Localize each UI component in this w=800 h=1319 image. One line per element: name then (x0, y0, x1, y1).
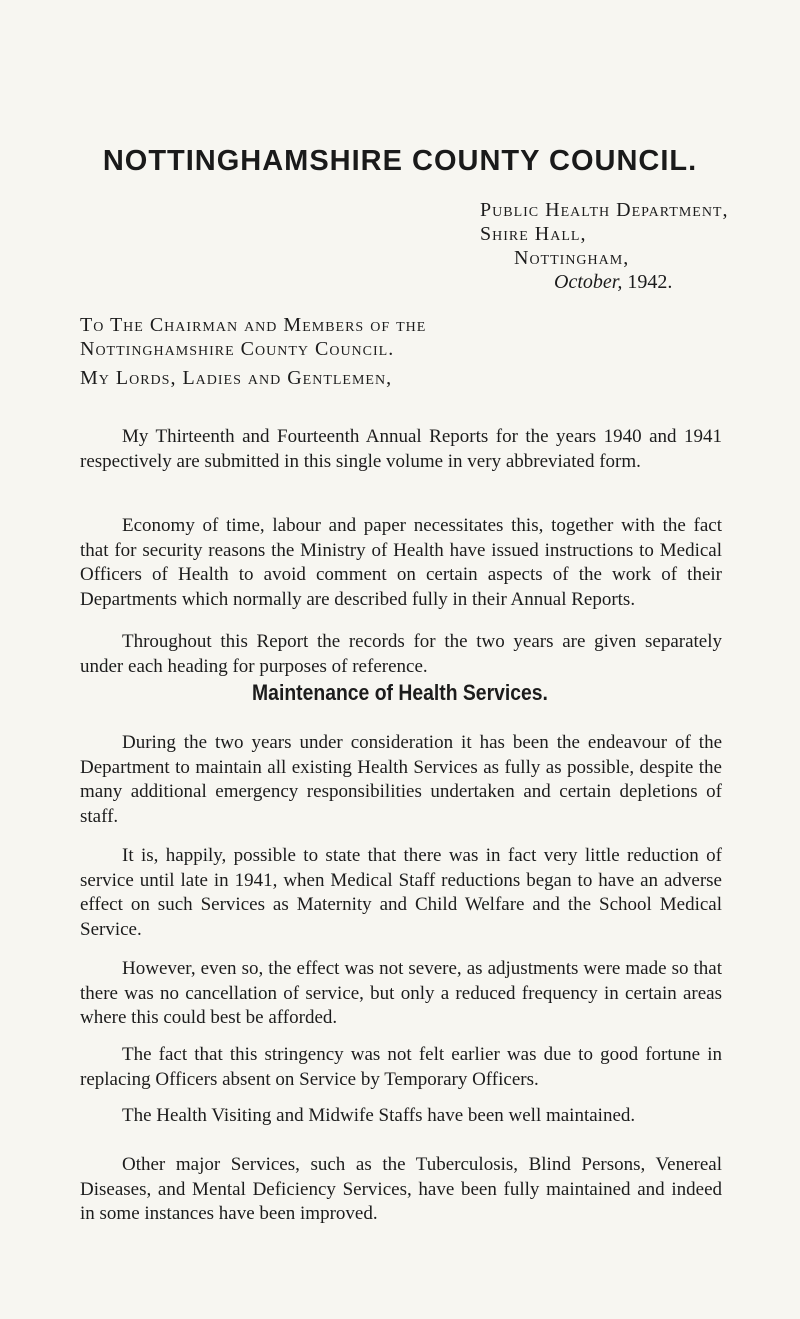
addressee-block (80, 313, 720, 361)
section-paragraph: Other major Services, such as the Tuberculosis, Blind Persons, Venereal Diseases, and Mental Deficiency Services, have been fully maintained and indeed in some instances have been improved. (80, 1154, 722, 1224)
section-paragraph: During the two years under consideration it has been the endeavour of the Department to maintain all existing Health Services as fully as possible, despite the many additional emergency responsibilities undertaken and certain depletions of staff. (80, 732, 722, 827)
intro-paragraph: Throughout this Report the records for the two years are given separately under each heading for purposes of reference. (80, 631, 722, 677)
sender-address (480, 198, 780, 294)
section-paragraph: However, even so, the effect was not severe, as adjustments were made so that there was no cancellation of service, but only a reduced frequency in certain areas where this could best be afforded. (80, 958, 722, 1028)
addressee-line-2: Nottinghamshire County Council. (80, 338, 395, 360)
section-paragraph: The Health Visiting and Midwife Staffs have been well maintained. (122, 1105, 636, 1126)
address-department: Public Health Department, (480, 199, 729, 221)
section-paragraph: The fact that this stringency was not felt earlier was due to good fortune in replacing Officers absent on Service by Temporary Officers. (80, 1044, 722, 1090)
section-heading: Maintenance of Health Services. (252, 680, 548, 705)
date-month: October, (554, 271, 623, 293)
document-title: NOTTINGHAMSHIRE COUNTY COUNCIL. (102, 145, 698, 177)
address-city-text: Nottingham, (514, 247, 630, 269)
intro-paragraph: Economy of time, labour and paper necessitates this, together with the fact that for security reasons the Ministry of Health have issued instructions to Medical Officers of Health to avoid comment on certain aspects of the work of their Departments which normally are described fully in their Annual Reports. (80, 515, 722, 610)
section-paragraph: It is, happily, possible to state that there was in fact very little reduction of service until late in 1941, when Medical Staff reductions began to have an adverse effect on such Services as Maternity and Child Welfare and the School Medical Service. (80, 845, 722, 940)
intro-paragraph: My Thirteenth and Fourteenth Annual Reports for the years 1940 and 1941 respectively are submitted in this single volume in very abbreviated form. (80, 426, 722, 472)
address-date (554, 270, 780, 294)
addressee-line-1: To The Chairman and Members of the (80, 314, 427, 336)
date-year: 1942. (627, 271, 673, 293)
address-city (514, 246, 780, 270)
salutation: My Lords, Ladies and Gentlemen, (80, 367, 393, 389)
address-building: Shire Hall, (480, 223, 587, 245)
